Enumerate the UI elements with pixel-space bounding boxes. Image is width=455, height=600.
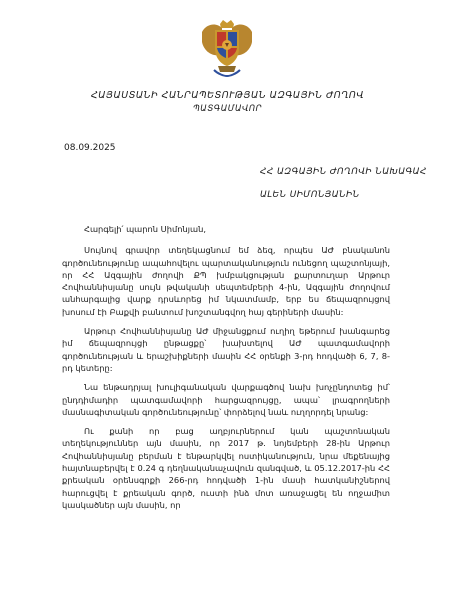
sender-title: ՊԱՏԳԱՄԱՎՈՐ xyxy=(193,104,262,114)
addressee-line-1: ՀՀ ԱԶԳԱՅԻՆ ԺՈՂՈՎԻ ՆԱԽԱԳԱՀ xyxy=(260,167,427,177)
paragraph-2: Արթուր Հովհաննիսյանը ԱԺ միջանցքում ուղիղ եթերում խանգարեց իմ ճեպազրույցի ընթացքը՝ խախտելով ԱԺ պատգամավորի գործունեության և երաշխիքների մասին ՀՀ օրենքի 3-րդ հոդվածի 6, 7, 8-րդ կետերը: xyxy=(62,326,390,373)
coat-of-arms-icon xyxy=(196,18,258,80)
paragraph-4: Ու քանի որ բաց աղբյուրներում կան պաշտոնական տեղեկություններ այն մասին, որ 2017 թ. նոյեմբերի 28-ին Արթուր Հովհաննիսյանը բերման է ենթարկվել ոստիկանություն, նրա մեքենայից հայտնաբերվել է 0.24 գ դեղնականաչավուն զանգված, և 05.12.2017-ին ՀՀ քրեական օրենսգրքի 266-րդ հոդվածի 1-ին մասի հատկանիշներով հարուցվել է քրեական գործ, ուստի ինձ մոտ առաջացել են ողջամիտ կասկածներ այն մասին, որ xyxy=(62,426,390,510)
addressee-line-2: ԱԼԵՆ ՍԻՄՈՆՅԱՆԻՆ xyxy=(260,190,360,200)
coat-of-arms-emblem xyxy=(196,18,258,80)
letter-body xyxy=(62,223,390,518)
paragraph-1: Սույնով գրավոր տեղեկացնում եմ ձեզ, որպես ԱԺ բնականոն գործունեությունը ապահովելու պարտականություն ունեցող պաշտոնյայի, որ ՀՀ Ազգային ժողովի ՔՊ խմբակցության քարտուղար Արթուր Հովհաննիսյանը սույն թվականի սեպտեմբերի 4-ին, Ազգային ժողովում անհարգալից վարք դրսևորեց իմ նկատմամբ, երբ ես ճեպազրույցով խոսում էի Բաքվի բանտում խոշտանգվող հայ գերիների մասին: xyxy=(62,245,390,317)
paragraph-3: Նա ենթադրյալ խուլիգանական վարքագծով նախ խոչընդոտեց իմ՝ ընդդիմադիր պատգամավորի հարցազրույցը, ապա՝ լրագրողների մասնագիտական գործունեությունը՝ փորձելով նաև ուղղորդել նրանց: xyxy=(62,382,390,417)
letter-date: 08.09.2025 xyxy=(64,143,116,153)
greeting: Հարգելի՛ պարոն Սիմոնյան, xyxy=(84,224,207,234)
organization-name: ՀԱՅԱՍՏԱՆԻ ՀԱՆՐԱՊԵՏՈՒԹՅԱՆ ԱԶԳԱՅԻՆ ԺՈՂՈՎ xyxy=(90,90,365,101)
